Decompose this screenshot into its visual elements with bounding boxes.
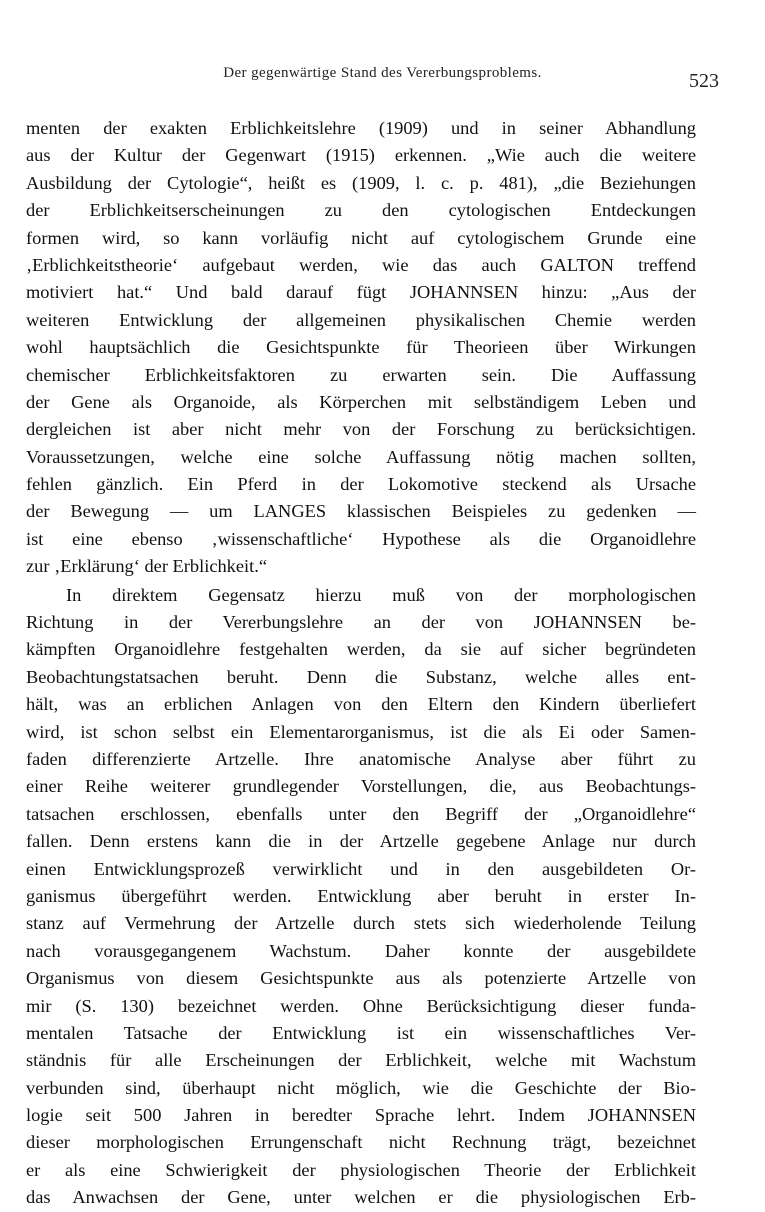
text-line: motiviert hat.“ Und bald darauf fügt JOHANNSEN hinzu: „Aus der bbox=[26, 282, 696, 303]
text-line: weiteren Entwicklung der allgemeinen physikalischen Chemie werden bbox=[26, 309, 696, 330]
text-line: verbunden sind, überhaupt nicht möglich, wie die Geschichte der Bio- bbox=[26, 1077, 696, 1098]
text-line: Beobachtungstatsachen beruht. Denn die Substanz, welche alles ent- bbox=[26, 666, 696, 687]
text-line: wird, ist schon selbst ein Elementarorganismus, ist die als Ei oder Samen- bbox=[26, 721, 696, 742]
page-header bbox=[26, 62, 739, 92]
text-line: der Bewegung — um LANGES klassischen Beispieles zu gedenken — bbox=[26, 501, 696, 522]
text-line: faden differenzierte Artzelle. Ihre anatomische Analyse aber führt zu bbox=[26, 748, 696, 769]
text-line: dieser morphologischen Errungenschaft nicht Rechnung trägt, bezeichnet bbox=[26, 1132, 696, 1153]
text-line: ist eine ebenso ‚wissenschaftliche‘ Hypothese als die Organoidlehre bbox=[26, 528, 696, 549]
page-number: 523 bbox=[689, 70, 719, 92]
text-line: hält, was an erblichen Anlagen von den Eltern den Kindern überliefert bbox=[26, 694, 696, 715]
text-line: nach vorausgegangenem Wachstum. Daher konnte der ausgebildete bbox=[26, 940, 696, 961]
text-line: menten der exakten Erblichkeitslehre (1909) und in seiner Abhandlung bbox=[26, 118, 696, 138]
text-line: mentalen Tatsache der Entwicklung ist ein wissenschaftliches Ver- bbox=[26, 1022, 696, 1043]
text-line: zur ‚Erklärung‘ der Erblichkeit.“ bbox=[26, 556, 268, 577]
text-line: stanz auf Vermehrung der Artzelle durch stets sich wiederholende Teilung bbox=[26, 913, 696, 934]
text-line: kämpften Organoidlehre festgehalten werden, da sie auf sicher begründeten bbox=[26, 639, 696, 660]
text-line: fehlen gänzlich. Ein Pferd in der Lokomotive steckend als Ursache bbox=[26, 474, 696, 495]
running-head: Der gegenwärtige Stand des Vererbungsproblems. bbox=[223, 65, 542, 81]
text-line: tatsachen erschlossen, ebenfalls unter den Begriff der „Organoidlehre“ bbox=[26, 803, 696, 824]
text-line: das Anwachsen der Gene, unter welchen er die physiologischen Erb- bbox=[26, 1187, 696, 1208]
text-line: Ausbildung der Cytologie“, heißt es (1909, l. c. p. 481), „die Beziehungen bbox=[26, 172, 696, 193]
text-line: ganismus übergeführt werden. Entwicklung aber beruht in erster In- bbox=[26, 885, 696, 906]
text-line: chemischer Erblichkeitsfaktoren zu erwarten sein. Die Auffassung bbox=[26, 364, 696, 385]
text-line: der Gene als Organoide, als Körperchen mit selbständigem Leben und bbox=[26, 391, 696, 412]
text-line: mir (S. 130) bezeichnet werden. Ohne Berücksichtigung dieser funda- bbox=[26, 995, 696, 1016]
paragraph-1 bbox=[26, 115, 696, 581]
text-line: Voraussetzungen, welche eine solche Auffassung nötig machen sollten, bbox=[26, 446, 696, 467]
text-line: aus der Kultur der Gegenwart (1915) erkennen. „Wie auch die weitere bbox=[26, 145, 696, 166]
text-line: logie seit 500 Jahren in beredter Sprache lehrt. Indem JOHANNSEN bbox=[26, 1105, 696, 1126]
text-line: wohl hauptsächlich die Gesichtspunkte für Theorieen über Wirkungen bbox=[26, 337, 696, 358]
text-line: Richtung in der Vererbungslehre an der von JOHANNSEN be- bbox=[26, 612, 696, 633]
text-line: fallen. Denn erstens kann die in der Artzelle gegebene Anlage nur durch bbox=[26, 831, 696, 852]
text-line: dergleichen ist aber nicht mehr von der Forschung zu berücksichtigen. bbox=[26, 419, 696, 440]
body-text bbox=[26, 115, 696, 1212]
text-line: Organismus von diesem Gesichtspunkte aus als potenzierte Artzelle von bbox=[26, 968, 696, 989]
text-line: einen Entwicklungsprozeß verwirklicht und in den ausgebildeten Or- bbox=[26, 858, 696, 879]
text-line: formen wird, so kann vorläufig nicht auf cytologischem Grunde eine bbox=[26, 227, 696, 248]
text-line: der Erblichkeitserscheinungen zu den cytologischen Entdeckungen bbox=[26, 200, 696, 221]
paragraph-2 bbox=[26, 582, 696, 1212]
text-line: er als eine Schwierigkeit der physiologischen Theorie der Erblichkeit bbox=[26, 1159, 696, 1180]
text-line: einer Reihe weiterer grundlegender Vorstellungen, die, aus Beobachtungs- bbox=[26, 776, 696, 797]
text-line: ständnis für alle Erscheinungen der Erblichkeit, welche mit Wachstum bbox=[26, 1050, 696, 1071]
text-line: ‚Erblichkeitstheorie‘ aufgebaut werden, wie das auch GALTON treffend bbox=[26, 254, 696, 275]
text-line: In direktem Gegensatz hierzu muß von der morphologischen bbox=[66, 584, 696, 605]
